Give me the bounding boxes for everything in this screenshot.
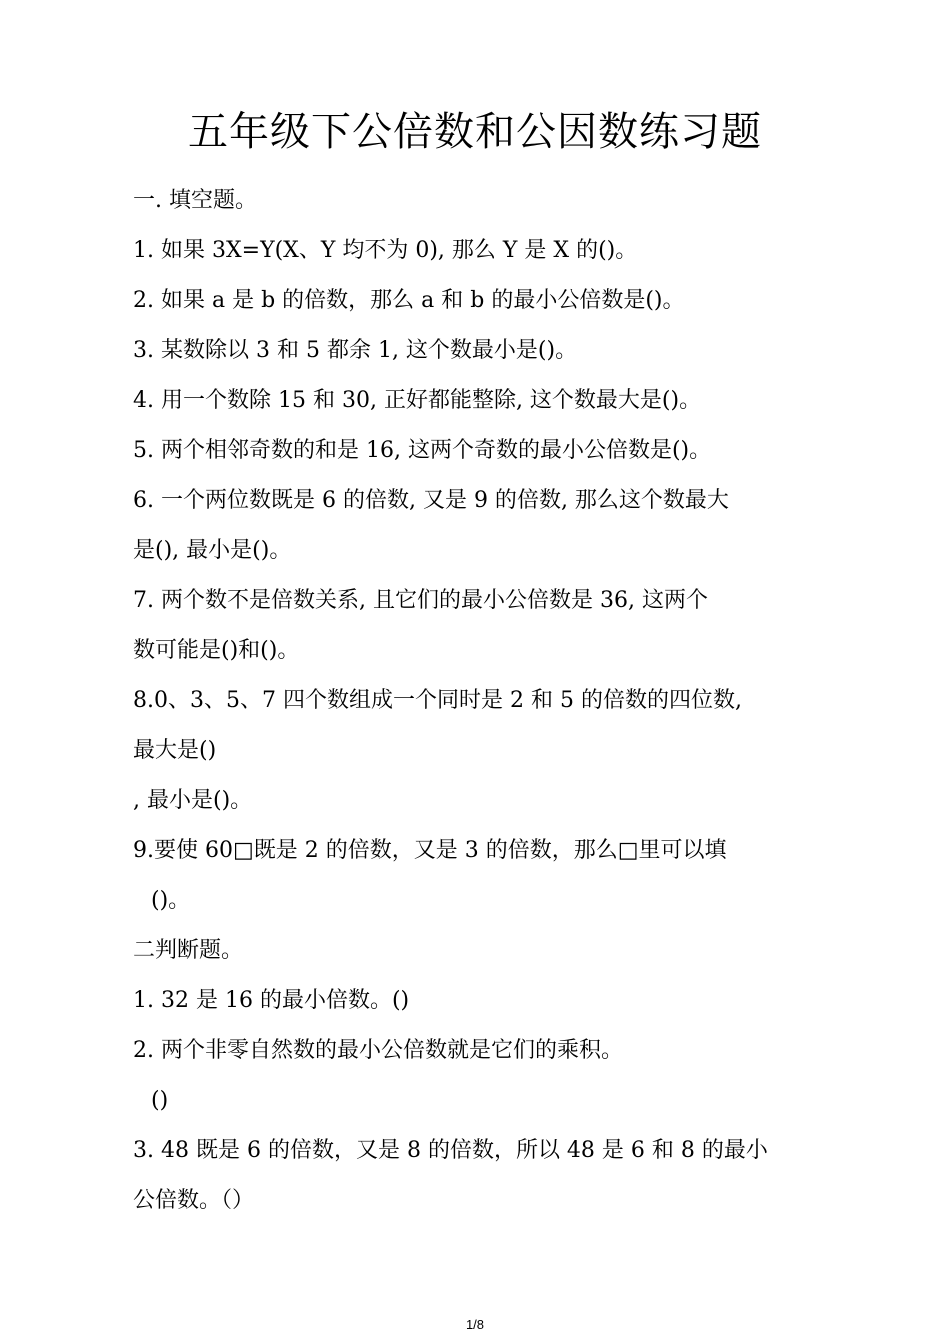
question-line: 3. 48 既是 6 的倍数，又是 8 的倍数，所以 48 是 6 和 8 的最小 [133, 1138, 768, 1163]
document-body [133, 176, 813, 1226]
question-line: , 最小是()。 [133, 788, 253, 813]
question-line: 3. 某数除以 3 和 5 都余 1, 这个数最小是()。 [133, 338, 578, 363]
question-line: () [151, 1088, 169, 1113]
page-number: 1/8 [465, 1317, 485, 1332]
question-line: 1. 如果 3X=Y(X、Y 均不为 0), 那么 Y 是 X 的()。 [133, 238, 638, 263]
question-line: 2. 两个非零自然数的最小公倍数就是它们的乘积。 [133, 1038, 623, 1063]
question-line: 2. 如果 a 是 b 的倍数，那么 a 和 b 的最小公倍数是()。 [133, 288, 685, 313]
question-line: 数可能是()和()。 [133, 638, 300, 663]
question-line: 1. 32 是 16 的最小倍数。() [133, 988, 410, 1013]
question-line: 5. 两个相邻奇数的和是 16, 这两个奇数的最小公倍数是()。 [133, 438, 712, 463]
question-line: 公倍数。（） [133, 1188, 255, 1213]
question-line: 7. 两个数不是倍数关系, 且它们的最小公倍数是 36, 这两个 [133, 588, 708, 613]
question-line: 9.要使 60□既是 2 的倍数，又是 3 的倍数，那么□里可以填 [133, 838, 727, 863]
question-line: 8.0、3、5、7 四个数组成一个同时是 2 和 5 的倍数的四位数, [133, 688, 742, 713]
question-line: 4. 用一个数除 15 和 30, 正好都能整除, 这个数最大是()。 [133, 388, 702, 413]
page-title: 五年级下公倍数和公因数练习题 [188, 109, 762, 155]
question-line: 最大是() [133, 738, 217, 763]
section-heading-true-false: 二判断题。 [133, 938, 244, 963]
section-heading-fill-in: 一. 填空题。 [133, 188, 257, 213]
question-line: 6. 一个两位数既是 6 的倍数, 又是 9 的倍数, 那么这个数最大 [133, 488, 729, 513]
question-line: ()。 [151, 888, 191, 913]
question-line: 是(), 最小是()。 [133, 538, 292, 563]
